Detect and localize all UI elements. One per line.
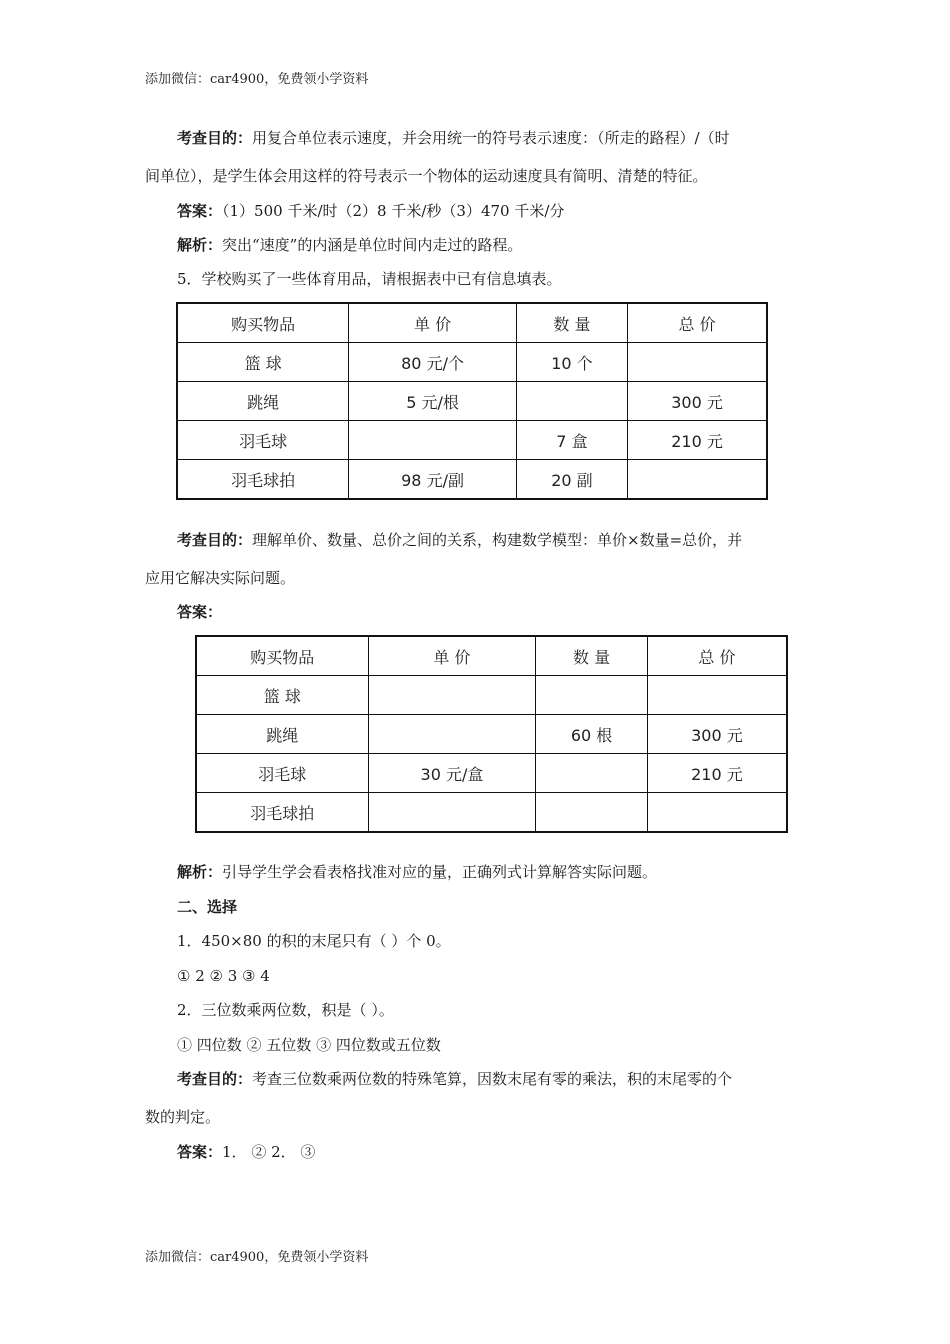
purpose-label: 考查目的： bbox=[177, 129, 253, 147]
s2-purpose-line2: 数的判定。 bbox=[145, 1108, 221, 1126]
table-cell: 98 元/副 bbox=[349, 460, 516, 500]
page-footer: 添加微信：car4900，免费领小学资料 bbox=[145, 1250, 369, 1265]
table-cell: 跳绳 bbox=[196, 715, 368, 754]
header-cell: 总 价 bbox=[647, 636, 787, 676]
table-row bbox=[177, 382, 767, 421]
table-cell: 篮 球 bbox=[196, 676, 368, 715]
header-cell: 购买物品 bbox=[196, 636, 368, 676]
header-cell: 总 价 bbox=[628, 303, 767, 343]
section-title: 二、选择 bbox=[177, 898, 238, 916]
q5-purpose-line2: 应用它解决实际问题。 bbox=[145, 569, 296, 587]
purpose-label: 考查目的： bbox=[177, 1070, 253, 1088]
table-row bbox=[177, 460, 767, 500]
s2-q2: 2．三位数乘两位数，积是（ ）。 bbox=[177, 1001, 394, 1019]
table-cell bbox=[536, 754, 648, 793]
s2-q1: 1．450×80 的积的末尾只有（ ）个 0。 bbox=[177, 932, 451, 950]
header-cell: 单 价 bbox=[349, 303, 516, 343]
table-cell: 30 元/盒 bbox=[368, 754, 536, 793]
answer-text: （1）500 千米/时（2）8 千米/秒（3）470 千米/分 bbox=[222, 202, 565, 220]
analysis-text: 突出“速度”的内涵是单位时间内走过的路程。 bbox=[222, 236, 523, 254]
table-cell bbox=[368, 793, 536, 833]
answer-table bbox=[195, 635, 788, 833]
table-cell: 10 个 bbox=[516, 343, 627, 382]
table-cell: 羽毛球拍 bbox=[177, 460, 349, 500]
table-header-row bbox=[196, 636, 787, 676]
table-row bbox=[177, 343, 767, 382]
q4-analysis bbox=[177, 235, 522, 255]
analysis-text: 引导学生学会看表格找准对应的量，正确列式计算解答实际问题。 bbox=[222, 863, 658, 881]
table-cell bbox=[368, 715, 536, 754]
table-row bbox=[196, 676, 787, 715]
table-cell: 7 盒 bbox=[516, 421, 627, 460]
answer-label: 答案： bbox=[177, 1143, 223, 1161]
purpose-text: 考查三位数乘两位数的特殊笔算，因数末尾有零的乘法，积的末尾零的个 bbox=[252, 1070, 733, 1088]
s2-answer bbox=[177, 1142, 315, 1162]
q5-purpose-line1 bbox=[177, 530, 742, 550]
table-cell bbox=[647, 793, 787, 833]
purpose-text: 理解单价、数量、总价之间的关系，构建数学模型：单价×数量=总价，并 bbox=[252, 531, 743, 549]
table-cell: 羽毛球拍 bbox=[196, 793, 368, 833]
q4-purpose-line1 bbox=[177, 128, 730, 148]
table-cell: 20 副 bbox=[516, 460, 627, 500]
q5-analysis bbox=[177, 862, 657, 882]
table-cell bbox=[628, 343, 767, 382]
table-header-row bbox=[177, 303, 767, 343]
table-row bbox=[196, 754, 787, 793]
table-cell: 300 元 bbox=[647, 715, 787, 754]
table-cell: 60 根 bbox=[536, 715, 648, 754]
table-cell: 210 元 bbox=[628, 421, 767, 460]
table-row bbox=[196, 793, 787, 833]
table-cell: 篮 球 bbox=[177, 343, 349, 382]
table-cell bbox=[647, 676, 787, 715]
table-cell: 羽毛球 bbox=[177, 421, 349, 460]
header-cell: 数 量 bbox=[536, 636, 648, 676]
q5-question: 5．学校购买了一些体育用品，请根据表中已有信息填表。 bbox=[177, 270, 562, 288]
page-header: 添加微信：car4900，免费领小学资料 bbox=[145, 72, 369, 87]
q4-purpose-line2: 间单位），是学生体会用这样的符号表示一个物体的运动速度具有简明、清楚的特征。 bbox=[145, 167, 708, 185]
answer-label: 答案： bbox=[177, 202, 223, 220]
question-table bbox=[176, 302, 768, 500]
table-cell: 300 元 bbox=[628, 382, 767, 421]
purpose-text: 用复合单位表示速度，并会用统一的符号表示速度：（所走的路程）/（时 bbox=[252, 129, 730, 147]
table-cell: 80 元/个 bbox=[349, 343, 516, 382]
table-cell bbox=[536, 793, 648, 833]
analysis-label: 解析： bbox=[177, 863, 223, 881]
table-cell bbox=[368, 676, 536, 715]
table-cell bbox=[516, 382, 627, 421]
s2-q2-options: ① 四位数 ② 五位数 ③ 四位数或五位数 bbox=[177, 1036, 441, 1054]
table-cell bbox=[349, 421, 516, 460]
table-row bbox=[196, 715, 787, 754]
table-cell: 羽毛球 bbox=[196, 754, 368, 793]
table-cell bbox=[536, 676, 648, 715]
q5-answer-label: 答案： bbox=[177, 603, 223, 621]
table-cell: 跳绳 bbox=[177, 382, 349, 421]
table-cell: 210 元 bbox=[647, 754, 787, 793]
header-cell: 单 价 bbox=[368, 636, 536, 676]
table-cell bbox=[628, 460, 767, 500]
analysis-label: 解析： bbox=[177, 236, 223, 254]
q4-answer bbox=[177, 201, 564, 221]
table-row bbox=[177, 421, 767, 460]
table-cell: 5 元/根 bbox=[349, 382, 516, 421]
s2-q1-options: ① 2 ② 3 ③ 4 bbox=[177, 967, 270, 985]
header-cell: 数 量 bbox=[516, 303, 627, 343]
answer-text: 1． ② 2． ③ bbox=[222, 1143, 316, 1161]
s2-purpose-line1 bbox=[177, 1069, 732, 1089]
purpose-label: 考查目的： bbox=[177, 531, 253, 549]
header-cell: 购买物品 bbox=[177, 303, 349, 343]
